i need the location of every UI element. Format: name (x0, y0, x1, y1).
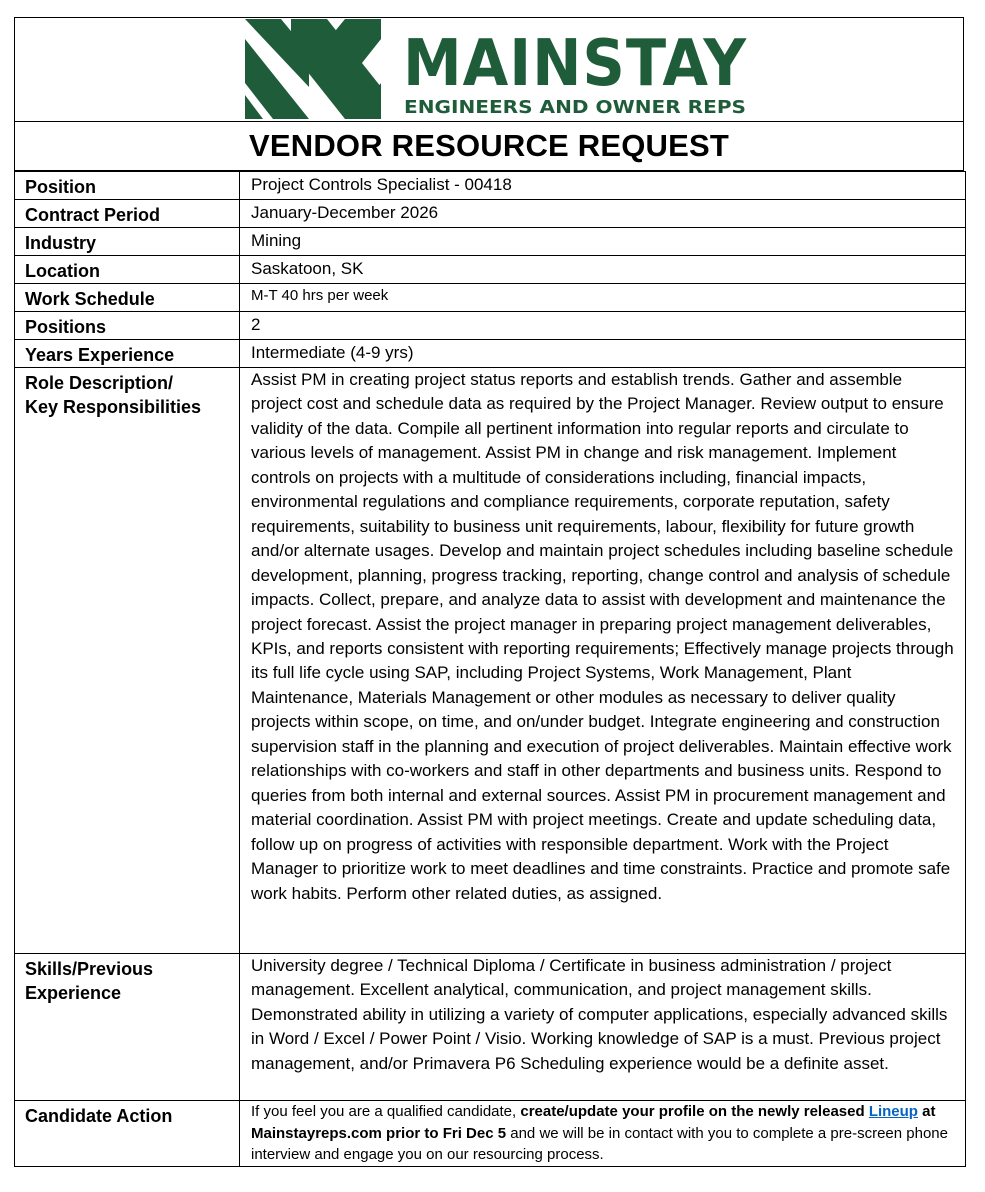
field-row (15, 256, 966, 284)
candidate-row (15, 1101, 966, 1167)
candidate-outro: and we will be in contact with you to complete a pre-screen phone interview and engage you on our resourcing process. (251, 1124, 948, 1163)
role-row (15, 368, 966, 954)
field-label: Work Schedule (15, 284, 240, 312)
brand-tagline: ENGINEERS AND OWNER REPS (404, 97, 746, 118)
field-row (15, 228, 966, 256)
field-row (15, 312, 966, 340)
field-value: Intermediate (4-9 yrs) (240, 340, 966, 368)
field-row (15, 172, 966, 200)
vendor-resource-request-form (14, 17, 964, 1167)
logo-header (14, 17, 964, 121)
candidate-bold-1: create/update your profile on the newly released (520, 1103, 865, 1120)
field-value: Saskatoon, SK (240, 256, 966, 284)
logo-mark-icon (245, 19, 381, 119)
skills-label (15, 954, 240, 1101)
field-label: Industry (15, 228, 240, 256)
field-value: Project Controls Specialist - 00418 (240, 172, 966, 200)
field-label: Position (15, 172, 240, 200)
role-label-line2: Key Responsibilities (25, 397, 202, 417)
skills-row (15, 954, 966, 1101)
field-value: 2 (240, 312, 966, 340)
field-label: Location (15, 256, 240, 284)
field-row (15, 284, 966, 312)
field-value: Mining (240, 228, 966, 256)
candidate-action-text (240, 1101, 966, 1167)
mainstay-logo (245, 19, 755, 119)
field-row (15, 200, 966, 228)
lineup-link[interactable]: Lineup (868, 1103, 918, 1120)
field-label: Contract Period (15, 200, 240, 228)
skills-description: University degree / Technical Diploma / Certificate in business administration / project management. Excellent analytical, communication, and project management skills. Demonstrated ability in utilizing a variety of computer applications, especially advanced skills in Word / Excel / Power Point / Visio. Working knowledge of SAP is a must. Previous project management, and/or Primavera P6 Scheduling experience would be a definite asset. (240, 954, 966, 1101)
field-label: Years Experience (15, 340, 240, 368)
candidate-intro: If you feel you are a qualified candidate, (251, 1103, 521, 1120)
candidate-bold-2: at Mainstayreps.com prior to Fri Dec 5 (251, 1103, 936, 1142)
page-title: VENDOR RESOURCE REQUEST (14, 121, 964, 171)
skills-label-line2: Experience (25, 983, 122, 1003)
field-row (15, 340, 966, 368)
request-details-table (14, 171, 966, 1167)
role-label-line1: Role Description/ (25, 373, 174, 393)
field-value: M-T 40 hrs per week (240, 284, 966, 312)
skills-label-line1: Skills/Previous (25, 959, 154, 979)
role-label (15, 368, 240, 954)
role-description: Assist PM in creating project status reports and establish trends. Gather and assemble project cost and schedule data as required by the Project Manager. Review output to ensure validity of the data. Compile all pertinent information into regular reports and circulate to various levels of management. Assist PM in change and risk management. Implement controls on projects with a multitude of considerations including, financial impacts, environmental regulations and compliance requirements, corporate reputation, safety requirements, suitability to business unit requirements, labour, flexibility for future growth and/or alternate usages. Develop and maintain project schedules including baseline schedule development, planning, progress tracking, reporting, change control and analysis of schedule impacts. Collect, prepare, and analyze data to assist with development and maintenance the project forecast. Assist the project manager in preparing project management deliverables, KPIs, and reports consistent with reporting requirements; Effectively manage projects through its full life cycle using SAP, including Project Systems, Work Management, Plant Maintenance, Materials Management or other modules as necessary to deliver quality projects within scope, on time, and on/under budget. Integrate engineering and construction supervision staff in the planning and execution of project deliverables. Maintain effective work relationships with co-workers and staff in other departments and business units. Respond to queries from both internal and external sources. Assist PM in procurement management and material coordination. Assist PM with project meetings. Create and update scheduling data, follow up on progress of activities with responsible department. Work with the Project Manager to prioritize work to meet deadlines and time constraints. Practice and promote safe work habits. Perform other related duties, as assigned. (240, 368, 966, 954)
brand-name: MAINSTAY (403, 27, 747, 101)
field-value: January-December 2026 (240, 200, 966, 228)
candidate-label: Candidate Action (15, 1101, 240, 1167)
field-label: Positions (15, 312, 240, 340)
